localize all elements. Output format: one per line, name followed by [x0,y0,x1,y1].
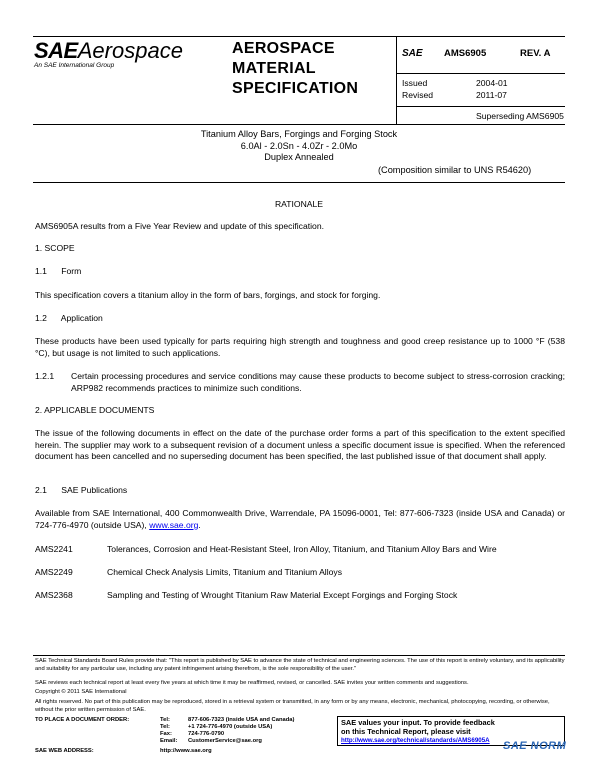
footer-top-rule [33,655,565,656]
footer-rules: SAE Technical Standards Board Rules provide that: "This report is published by SAE to advance the state of technical and engineering sciences. The use of this report is entirely voluntary, and its applicability and suitability for any particular use, including any patent infringement arising therefrom, is the sole responsibility of the user." [35,658,565,672]
title-line: MATERIAL [232,60,316,77]
issued-label: Issued [402,78,428,88]
dates-rule [396,106,565,107]
ref-title: Sampling and Testing of Wrought Titanium Raw Material Except Forgings and Forging Stock [107,590,458,600]
order-label: TO PLACE A DOCUMENT ORDER: [35,717,130,723]
header-divider [396,36,397,124]
email-label: Email: [160,738,178,744]
section-2-1-heading: 2.1 SAE Publications [35,485,128,495]
superseding-note: Superseding AMS6905 [476,111,564,121]
tel-label: Tel: [160,724,170,730]
spec-number-rule [396,73,565,74]
section-1-2-1-text: Certain processing procedures and service conditions may cause these products to become subject to stress-corrosion cracking; ARP982 recommends practices to minimize such conditions. [71,371,565,393]
footer-review: SAE reviews each technical report at least every five years at which time it may be reaffirmed, revised, or cancelled. SAE invites your written comments and suggestions. [35,680,469,686]
fax-number: 724-776-0790 [188,731,225,737]
sae-address-text: Available from SAE International, 400 Commonwealth Drive, Warrendale, PA 15096-0001, Tel: 877-606-7323 (inside USA and Canada) or 724-776-4970 (outside USA), [35,508,565,530]
sae-aerospace-logo [34,38,183,69]
revision-label: REV. A [520,48,551,59]
section-1-2-1-number: 1.2.1 [35,371,55,381]
subject-bottom-rule [33,182,565,183]
section-2-text: The issue of the following documents in effect on the date of the purchase order forms a part of this specification to the extent specified herein. The supplier may work to a subsequent revision of a document unless a specific document issue is specified. When the referenced document has been cancelled and no superseding document has been specified, the last published issue of that document shall apply. [35,428,565,461]
tel-outside-usa: +1 724-776-4970 (outside USA) [188,724,273,730]
web-label: SAE WEB ADDRESS: [35,748,94,754]
web-address[interactable]: http://www.sae.org [160,748,212,754]
tel-label: Tel: [160,717,170,723]
sae-address-end: . [198,519,201,530]
sae-small-logo: SAE [402,48,423,59]
section-1-1-text: This specification covers a titanium alloy in the form of bars, forgings, and stock for forging. [35,290,381,300]
subject-condition: Duplex Annealed [264,152,334,162]
fax-label: Fax: [160,731,172,737]
header-top-rule [33,36,565,37]
title-line: SPECIFICATION [232,80,359,97]
ref-title: Chemical Check Analysis Limits, Titanium and Titanium Alloys [107,567,342,577]
logo-group-text: An SAE International Group [34,62,115,69]
title-line: AEROSPACE [232,40,335,57]
ref-id: AMS2368 [35,590,73,600]
section-1-2-heading: 1.2 Application [35,313,103,323]
document-title [232,39,358,99]
revised-label: Revised [402,90,434,100]
header-bottom-rule [33,124,565,125]
ref-title: Tolerances, Corrosion and Heat-Resistant Steel, Iron Alloy, Titanium, and Titanium Alloy Bars and Wire [107,544,497,554]
section-1-heading: 1. SCOPE [35,243,75,253]
rationale-text: AMS6905A results from a Five Year Review and update of this specification. [35,221,325,231]
footer-copyright: Copyright © 2011 SAE International [35,689,127,695]
email-address[interactable]: CustomerService@sae.org [188,738,262,744]
spec-number: AMS6905 [444,48,487,59]
section-1-1-heading: 1.1 Form [35,266,82,276]
feedback-text: SAE values your input. To provide feedback [341,718,495,727]
rationale-heading: RATIONALE [274,199,324,209]
subject-block [33,129,565,164]
section-1-2-text: These products have been used typically for parts requiring high strength and toughness and good creep resistance up to 1000 °F (538 °C), but usage is not limited to such applications. [35,336,565,358]
subject-composition: 6.0Al - 2.0Sn - 4.0Zr - 2.0Mo [240,140,358,151]
logo-sae-text: SAE [34,38,78,63]
ref-id: AMS2241 [35,544,73,554]
subject-title: Titanium Alloy Bars, Forgings and Forging Stock [200,129,398,139]
tel-inside-usa: 877-606-7323 (inside USA and Canada) [188,717,295,723]
footer-rights: All rights reserved. No part of this publication may be reproduced, stored in a retrieval system or transmitted, in any form or by any means, electronic, mechanical, photocopying, recording, or otherwise, without the prior written permission of SAE. [35,699,550,713]
logo-aerospace-text: Aerospace [77,38,183,63]
section-2-1-text [35,508,565,531]
section-2-heading: 2. APPLICABLE DOCUMENTS [35,405,155,415]
uns-note: (Composition similar to UNS R54620) [378,165,532,175]
revised-date: 2011-07 [476,90,507,100]
feedback-text: on this Technical Report, please visit [341,727,471,736]
ref-id: AMS2249 [35,567,73,577]
sae-norm-watermark: SAE NORM [503,740,567,752]
feedback-link[interactable]: http://www.sae.org/technical/standards/AMS6905A [341,737,490,744]
sae-website-link[interactable]: www.sae.org [149,519,199,530]
issued-date: 2004-01 [476,78,508,88]
